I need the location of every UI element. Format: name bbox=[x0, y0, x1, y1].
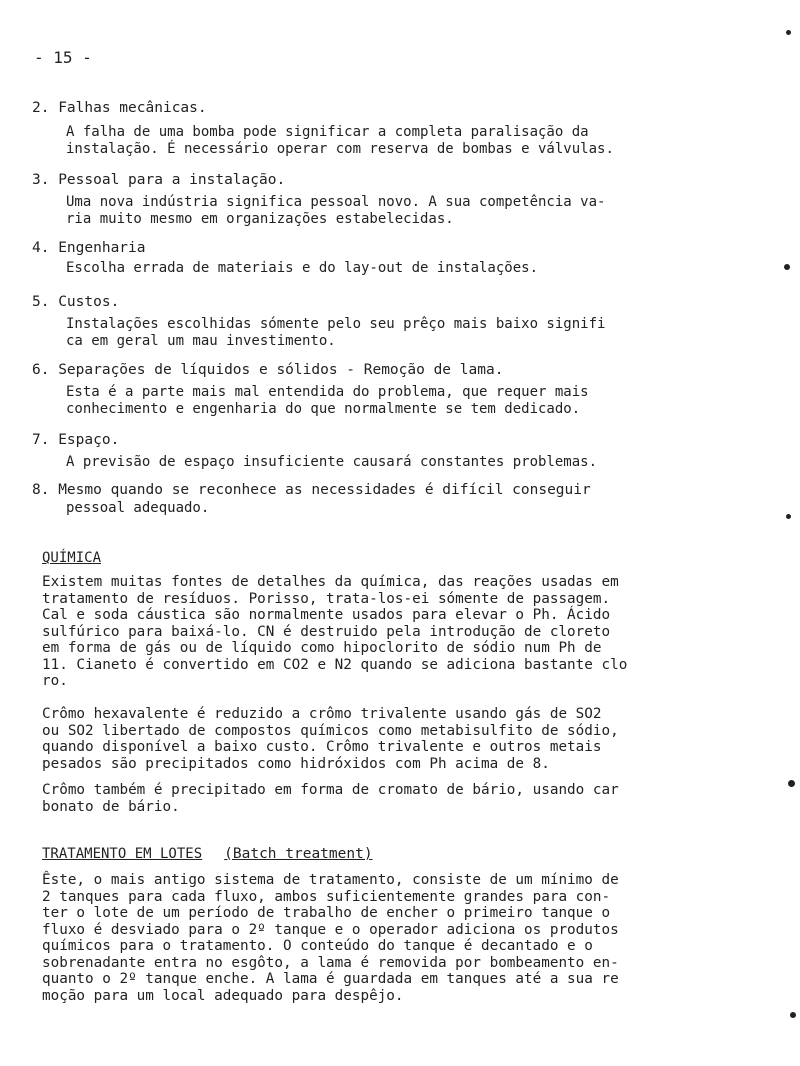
list-item-2 bbox=[32, 98, 730, 158]
item-number: 2. bbox=[32, 100, 50, 116]
item-body: Escolha errada de materiais e do lay-out de instalações. bbox=[66, 260, 539, 276]
item-title: Separações de líquidos e sólidos - Remoção de lama. bbox=[58, 362, 504, 378]
list-item-5 bbox=[32, 292, 730, 350]
item-number: 5. bbox=[32, 294, 50, 310]
item-body: pessoal adequado. bbox=[66, 500, 210, 516]
list-item-title bbox=[32, 98, 730, 118]
list-item-4 bbox=[32, 238, 730, 277]
item-title: Pessoal para a instalação. bbox=[58, 172, 286, 188]
item-title: Espaço. bbox=[58, 432, 120, 448]
item-number: 4. bbox=[32, 240, 50, 256]
item-body: Instalações escolhidas sómente pelo seu prêço mais baixo signifi ca em geral um mau investimento. bbox=[66, 316, 606, 349]
lotes-subtitle: (Batch treatment) bbox=[224, 846, 373, 862]
item-body: Esta é a parte mais mal entendida do problema, que requer mais conhecimento e engenharia do que normalmente se tem dedicado. bbox=[66, 384, 589, 417]
item-body: Uma nova indústria significa pessoal novo. A sua competência va- ria muito mesmo em organizações estabelecidas. bbox=[66, 194, 606, 227]
quimica-paragraph-1: Existem muitas fontes de detalhes da química, das reações usadas em tratamento de resíduos. Porisso, trata-los-ei sómente de passagem. Cal e soda cáustica são normalmente usados para elevar o Ph. Ácido sulfúrico para baixá-lo. CN é destruido pela introdução de cloreto em forma de gás ou de líquido como hipoclorito de sódio num Ph de 11. Cianeto é convertido em CO2 e N2 quando se adiciona bastante clo ro. bbox=[42, 574, 628, 689]
list-item-8 bbox=[32, 480, 730, 517]
item-number: 6. bbox=[32, 362, 50, 378]
item-title: Falhas mecânicas. bbox=[58, 100, 207, 116]
scan-speck bbox=[786, 514, 791, 519]
item-number: 7. bbox=[32, 432, 50, 448]
quimica-paragraph-2: Crômo hexavalente é reduzido a crômo trivalente usando gás de SO2 ou SO2 libertado de compostos químicos como metabisulfito de sódio, quando disponível a baixo custo. Crômo trivalente e outros metais pesados são precipitados como hidróxidos com Ph acima de 8. bbox=[42, 706, 619, 772]
item-title: Mesmo quando se reconhece as necessidades é difícil conseguir bbox=[58, 482, 591, 498]
list-item-7 bbox=[32, 430, 730, 471]
scan-speck bbox=[790, 1012, 796, 1018]
lotes-title: TRATAMENTO EM LOTES bbox=[42, 846, 203, 862]
item-body: A falha de uma bomba pode significar a completa paralisação da instalação. É necessário operar com reserva de bombas e válvulas. bbox=[66, 124, 614, 157]
page-number: - 15 - bbox=[34, 48, 92, 67]
scan-speck bbox=[784, 264, 790, 270]
section-heading-quimica: QUÍMICA bbox=[42, 550, 102, 566]
quimica-paragraph-3: Crômo também é precipitado em forma de cromato de bário, usando car bonato de bário. bbox=[42, 782, 619, 815]
list-item-3 bbox=[32, 170, 730, 228]
item-number: 8. bbox=[32, 482, 50, 498]
section-heading-lotes bbox=[42, 846, 373, 862]
scan-speck bbox=[788, 780, 795, 787]
scan-speck bbox=[786, 30, 791, 35]
list-item-6 bbox=[32, 360, 730, 418]
lotes-paragraph: Êste, o mais antigo sistema de tratamento, consiste de um mínimo de 2 tanques para cada fluxo, ambos suficientemente grandes para con- ter o lote de um período de trabalho de encher o primeiro tanque o fluxo é desviado para o 2º tanque e o operador adiciona os produtos químicos para o tratamento. O conteúdo do tanque é decantado e o sobrenadante entra no esgôto, a lama é removida por bombeamento en- quanto o 2º tanque enche. A lama é guardada em tanques até a sua re moção para um local adequado para despêjo. bbox=[42, 872, 619, 1004]
item-body: A previsão de espaço insuficiente causará constantes problemas. bbox=[66, 454, 598, 470]
item-number: 3. bbox=[32, 172, 50, 188]
item-title: Engenharia bbox=[58, 240, 146, 256]
item-title: Custos. bbox=[58, 294, 120, 310]
